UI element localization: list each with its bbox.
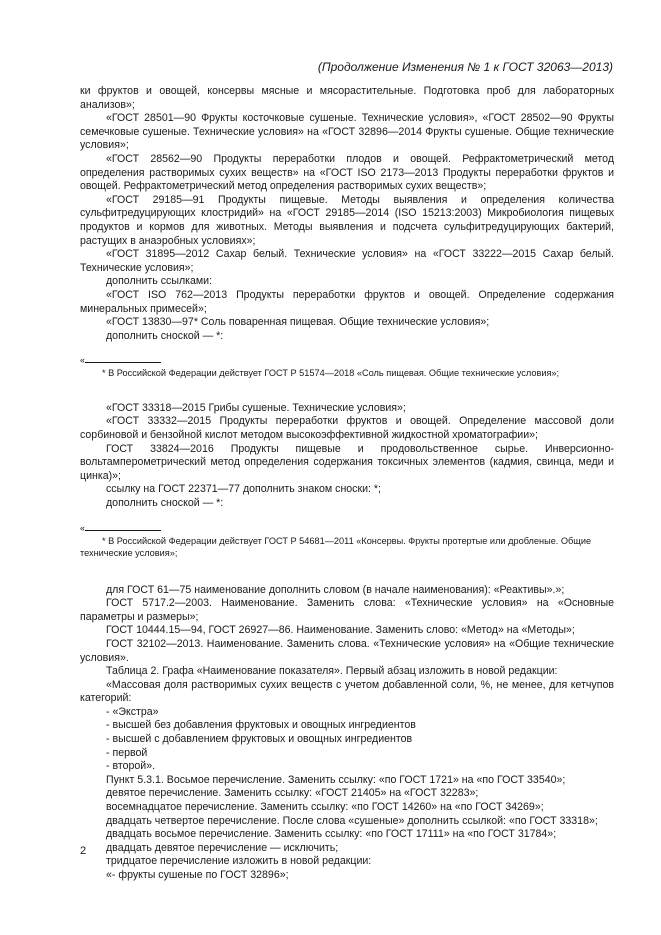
paragraph: «ГОСТ 28562—90 Продукты переработки плодов и овощей. Рефрактометрический метод определения растворимых сухих веществ» на «ГОСТ ISO 2173—2013 Продукты переработки фруктов и овощей. Рефрактометрический метод определения растворимых сухих веществ»; bbox=[80, 152, 614, 193]
paragraph: ссылку на ГОСТ 22371—77 дополнить знаком сноски: *; bbox=[106, 483, 381, 496]
paragraph: ГОСТ 5717.2—2003. Наименование. Заменить слова: «Технические условия» на «Основные параметры и размеры»; bbox=[80, 597, 614, 623]
list-item: - высшей с добавлением фруктовых и овощных ингредиентов bbox=[106, 733, 413, 746]
paragraph: «ГОСТ 13830—97* Соль поваренная пищевая. Общие технические условия»; bbox=[106, 316, 490, 329]
footnote-quote-mark: « bbox=[80, 355, 86, 366]
paragraph: двадцать девятое перечисление — исключить; bbox=[106, 841, 339, 854]
paragraph: «- фрукты сушеные по ГОСТ 32896»; bbox=[106, 869, 289, 881]
footnote-quote-mark: « bbox=[80, 522, 86, 533]
paragraph: «ГОСТ ISO 762—2013 Продукты переработки фруктов и овощей. Определение содержания минеральных примесей»; bbox=[80, 288, 614, 315]
list-item: - второй». bbox=[106, 760, 156, 773]
paragraph: девятое перечисление. Заменить ссылку: «ГОСТ 21405» на «ГОСТ 32283»; bbox=[106, 787, 479, 800]
paragraph: Таблица 2. Графа «Наименование показателя». Первый абзац изложить в новой редакции: bbox=[106, 665, 558, 678]
paragraph: восемнадцатое перечисление. Заменить ссылку: «по ГОСТ 14260» на «по ГОСТ 34269»; bbox=[106, 801, 544, 814]
paragraph: «ГОСТ 29185—91 Продукты пищевые. Методы выявления и определения количества сульфитредуцирующих клостридий» на «ГОСТ 29185—2014 (ISO 15213:2003) Микробиология пищевых продуктов и кормов для животных. Методы выявления и подсчета сульфитредуцирующих бактерий, растущих в анаэробных условиях»; bbox=[80, 193, 614, 247]
paragraph: «Массовая доля растворимых сухих веществ с учетом добавленной соли, %, не менее, для кетчупов категорий: bbox=[80, 678, 614, 705]
list-item: - «Экстра» bbox=[106, 705, 159, 718]
page-content bbox=[80, 85, 614, 883]
footnote-separator bbox=[80, 523, 614, 533]
paragraph: дополнить сноской — *: bbox=[106, 496, 224, 509]
paragraph: «ГОСТ 28501—90 Фрукты косточковые сушеные. Технические условия», «ГОСТ 28502—90 Фрукты семечковые сушеные. Технические условия» на «ГОСТ 32896—2014 Фрукты сушеные. Общие технические условия»; bbox=[80, 112, 614, 152]
paragraph: «ГОСТ 31895—2012 Сахар белый. Технические условия» на «ГОСТ 33222—2015 Сахар белый. Технические условия»; bbox=[80, 248, 614, 274]
paragraph: «ГОСТ 33332—2015 Продукты переработки фруктов и овощей. Определение массовой доли сорбиновой и бензойной кислот методом высокоэффективной жидкостной хроматографии»; bbox=[80, 415, 614, 441]
paragraph: двадцать четвертое перечисление. После слова «сушеные» дополнить ссылкой: «по ГОСТ 33318»; bbox=[106, 814, 598, 827]
page-number: 2 bbox=[80, 845, 87, 857]
footnote-text: * В Российской Федерации действует ГОСТ Р 54681—2011 «Консервы. Фрукты протертые или дробленые. Общие технические условия»; bbox=[80, 535, 592, 559]
footnote-separator bbox=[80, 355, 614, 365]
list-item: - первой bbox=[106, 746, 148, 759]
footnote-rule-line bbox=[85, 530, 161, 531]
paragraph: дополнить сноской — *: bbox=[106, 329, 224, 342]
paragraph: Пункт 5.3.1. Восьмое перечисление. Заменить ссылку: «по ГОСТ 1721» на «по ГОСТ 33540»; bbox=[106, 773, 566, 786]
paragraph: ГОСТ 10444.15—94, ГОСТ 26927—86. Наименование. Заменить слово: «Метод» на «Методы»; bbox=[106, 624, 575, 637]
list-item: - высшей без добавления фруктовых и овощных ингредиентов bbox=[106, 719, 416, 732]
paragraph: ГОСТ 33824—2016 Продукты пищевые и продовольственное сырье. Инверсионно-вольтамперометрический метод определения содержания токсичных элементов (кадмия, свинца, меди и цинка)»; bbox=[80, 442, 614, 482]
page-header: (Продолжение Изменения № 1 к ГОСТ 32063—2013) bbox=[317, 60, 613, 74]
paragraph: для ГОСТ 61—75 наименование дополнить словом (в начале наименования): «Реактивы».»; bbox=[106, 583, 565, 596]
paragraph: тридцатое перечисление изложить в новой редакции: bbox=[106, 855, 372, 868]
paragraph: двадцать восьмое перечисление. Заменить ссылку: «по ГОСТ 17111» на «по ГОСТ 31784»; bbox=[106, 828, 557, 841]
paragraph: ГОСТ 32102—2013. Наименование. Заменить слова. «Технические условия» на «Общие технические условия». bbox=[80, 637, 614, 664]
footnote-text: * В Российской Федерации действует ГОСТ Р 51574—2018 «Соль пищевая. Общие технические условия»; bbox=[102, 368, 560, 379]
paragraph: дополнить ссылками: bbox=[106, 275, 213, 288]
paragraph: «ГОСТ 33318—2015 Грибы сушеные. Технические условия»; bbox=[106, 401, 406, 414]
footnote-rule-line bbox=[85, 362, 161, 363]
paragraph: ки фруктов и овощей, консервы мясные и мясорастительные. Подготовка проб для лабораторных анализов»; bbox=[80, 85, 614, 111]
